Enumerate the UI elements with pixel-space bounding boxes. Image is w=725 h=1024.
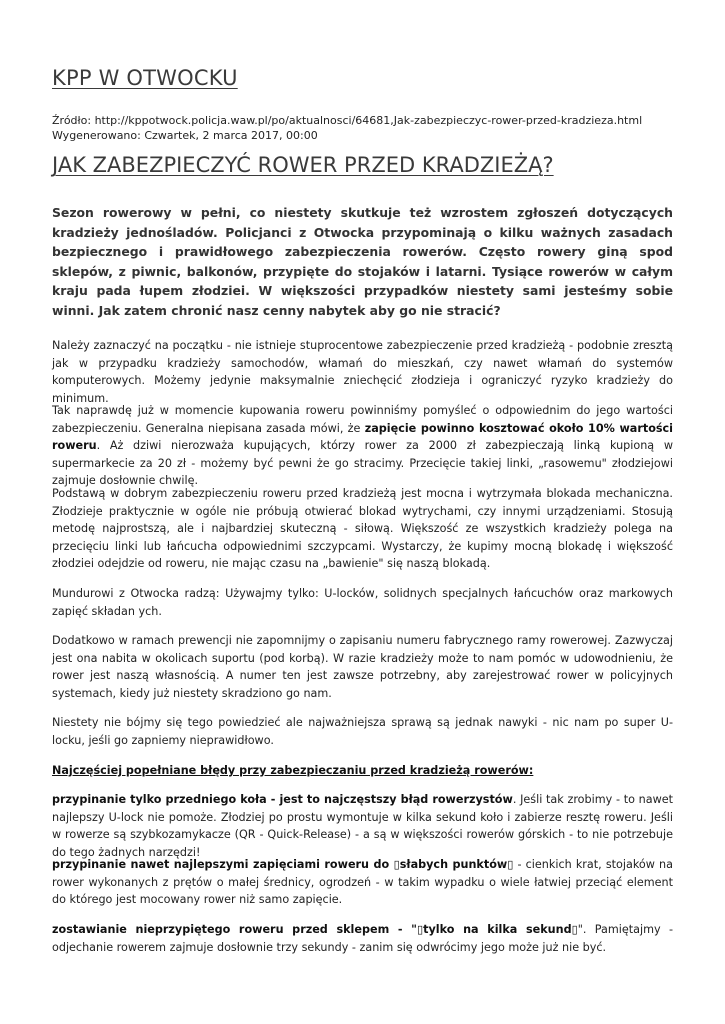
error-item-3-text: ". Pamiętajmy - odjechanie rowerem zajmuje dosłownie trzy sekundy - zanim się odwrócimy jego może już nie być.	[52, 923, 673, 954]
paragraph-6: Niestety nie bójmy się tego powiedzieć ale najważniejsza sprawą są jednak nawyki - nic nam po super U-locku, jeśli go zapniemy nieprawidłowo.	[52, 716, 673, 747]
article-title: JAK ZABEZPIECZYĆ ROWER PRZED KRADZIEŻĄ?	[52, 153, 554, 177]
error-item-3	[52, 921, 673, 956]
error-item-1	[52, 791, 673, 861]
paragraph-3: Podstawą w dobrym zabezpieczeniu roweru przed kradzieżą jest mocna i wytrzymała blokada mechaniczna. Złodzieje praktycznie w ogóle nie próbują otwierać blokad wytrychami, czy innymi urządzeniami. Stosują metodę najprostszą, ale i najbardziej skuteczną - siłową. Większość ze wszystkich kradzieży polega na przecięciu linki lub łańcucha odpowiednimi szczypcami. Wystarczy, że kupimy mocną blokadę i większość złodziei odejdzie od roweru, nie mając czasu na „bawienie" się naszą blokadą.	[52, 487, 673, 570]
error-item-2-title: przypinanie nawet najlepszymi zapięciami roweru do ▯słabych punktów▯	[52, 858, 514, 871]
paragraph-2	[52, 402, 673, 490]
paragraph-5: Dodatkowo w ramach prewencji nie zapomnijmy o zapisaniu numeru fabrycznego ramy rowerowej. Zazwyczaj jest ona nabita w okolicach suportu (pod korbą). W razie kradzieży może to nam pomóc w udowodnieniu, że rower jest naszą własnością. A numer ten jest zawsze potrzebny, aby zarejestrować rower w policyjnych systemach, kiedy już niestety skradziono go nam.	[52, 634, 673, 700]
generated-line: Wygenerowano: Czwartek, 2 marca 2017, 00:00	[52, 129, 318, 142]
paragraph-2-text-start: Tak naprawdę już w momencie kupowania roweru powinniśmy pomyśleć o odpowiednim do jego wartości zabezpieczeniu. Generalna niepisana zasada mówi, że	[52, 404, 673, 435]
error-item-1-text: . Jeśli tak zrobimy - to nawet najlepszy U-lock nie pomoże. Złodziej po prostu wymontuje w kilka sekund koło i zabierze resztę roweru. Jeśli w rowerze są szybkozamykacze (QR - Quick-Release) - a są w większości rowerów górskich - to nie potrzebuje do tego żadnych narzędzi!	[52, 793, 673, 859]
document-meta	[52, 113, 642, 143]
paragraph-2-text-end: . Aż dziwi nierozważa kupujących, którzy rower za 2000 zł zabezpieczają linką kupioną w supermarkecie za 20 zł - możemy być pewni że go stracimy. Przecięcie takiej linki, „rasowemu" złodziejowi zajmuje dosłownie chwilę.	[52, 439, 673, 487]
article-lead: Sezon rowerowy w pełni, co niestety skutkuje też wzrostem zgłoszeń dotyczących kradzieży jednośladów. Policjanci z Otwocka przypominają o kilku ważnych zasadach bezpiecznego i prawidłowego zabezpieczenia rowerów. Często rowery giną spod sklepów, z piwnic, balkonów, przypięte do stojaków i latarni. Tysiące rowerów w całym kraju pada łupem złodziei. W większości przypadków niestety sami jesteśmy sobie winni. Jak zatem chronić nasz cenny nabytek aby go nie stracić?	[52, 205, 673, 318]
section-heading: Najczęściej popełniane błędy przy zabezpieczaniu przed kradzieżą rowerów:	[52, 764, 534, 777]
error-item-2	[52, 856, 673, 909]
site-title: KPP W OTWOCKU	[52, 66, 238, 90]
paragraph-2-emphasis: zapięcie powinno kosztować około 10% wartości roweru	[52, 421, 674, 452]
error-item-2-text: - cienkich krat, stojaków na rower wykonanych z prętów o małej średnicy, ogrodzeń - w takim wypadku o wiele łatwiej przeciąć element do którego jest mocowany rower niż samo zapięcie.	[52, 858, 673, 906]
error-item-1-title: przypinanie tylko przedniego koła - jest to najczęstszy błąd rowerzystów	[52, 793, 513, 806]
paragraph-4: Mundurowi z Otwocka radzą: Używajmy tylko: U-locków, solidnych specjalnych łańcuchów oraz markowych zapięć składan ych.	[52, 587, 673, 618]
paragraph-1: Należy zaznaczyć na początku - nie istnieje stuprocentowe zabezpieczenie przed kradzieżą - podobnie zresztą jak w przypadku kradzieży samochodów, włamań do mieszkań, czy nawet włamań do systemów komputerowych. Możemy jedynie maksymalnie zniechęcić złodzieja i ograniczyć ryzyko kradzieży do minimum.	[52, 339, 673, 405]
source-line: Źródło: http://kppotwock.policja.waw.pl/po/aktualnosci/64681,Jak-zabezpieczyc-rower-przed-kradzieza.html	[52, 114, 643, 127]
error-item-3-title: zostawianie nieprzypiętego roweru przed sklepem - "▯tylko na kilka sekund▯	[52, 923, 578, 936]
